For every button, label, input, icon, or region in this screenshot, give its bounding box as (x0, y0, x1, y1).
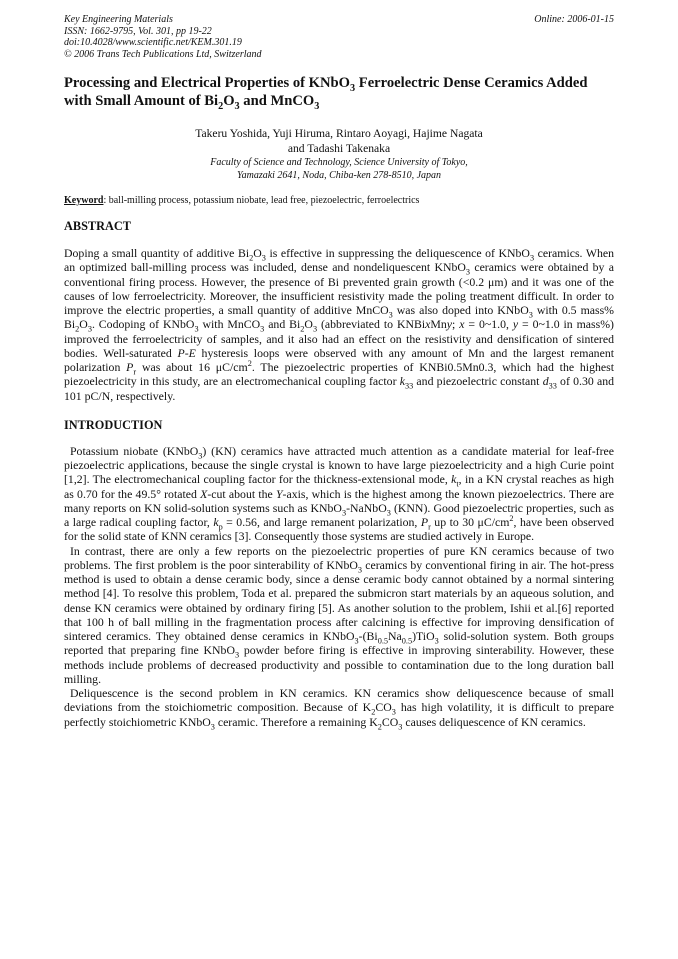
online-date: Online: 2006-01-15 (534, 14, 614, 25)
journal-header (64, 14, 614, 60)
affiliation-line-2: Yamazaki 2641, Noda, Chiba-ken 278-8510, Japan (236, 170, 442, 181)
abstract-text: Doping a small quantity of additive $Bi_2O_3$ is effective in suppressing the deliquescence of KNbO$_3$ ceramics. When an optimized ball-milling process was included, dense and nondeliquescent KNbO$_3$ ceramics were obtained by a conventional firing process. However, the presence of Bi prevented grain growth (<0.2 μm) and it was one of the causes of low ferroelectricity. Moreover, the insufficient resistivity made the poling treatment difficult. In order to improve the electric properties, a small quantity of additive MnCO$_3$ was also doped into KNbO$_3$ with 0.5 mass% $Bi_2O_3$. Codoping of KNbO$_3$ with MnCO$_3$ and $Bi_2O_3$ (abbreviated to KNBixMny; x = 0~1.0, y = 0~1.0 in mass%) improved the ferroelectricity of samples, and it also had an effect on the resistivity and densification of sintered bodies. Well-saturated P-E hysteresis loops were observed with any amount of Mn and the largest remanent polarization $P_r$ was about 16 $\mu C/cm^2$. The piezoelectric properties of KNBi0.5Mn0.3, which had the highest piezoelectricity in this study, are an electromechanical coupling factor $k_{33}$ and piezoelectric constant $d_{33}$ of 0.30 and 101 pC/N, respectively. (64, 246, 614, 403)
abstract-heading: ABSTRACT (64, 219, 131, 233)
intro-paragraph-2: In contrast, there are only a few reports on the piezoelectric properties of pure KN ceramics because of two problems. The first problem is the poor sinterability of KNbO$_3$ ceramics by conventional firing in air. The hot-press method is used to obtain a dense ceramic body, since a dense ceramic body cannot obtained by a normal sintering method [4]. To resolve this problem, Toda et al. prepared the submicron start materials by an aqueous solution, and dense KN ceramics were obtained by ordinary firing [5]. As another solution to the problem, Ishii et al.[6] reported that 100 h of ball milling in the fragmentation process after calcining is effective for improving densification of sintered ceramics. They obtained dense ceramics in $KNbO_3-(Bi_{0.5}Na_{0.5})TiO_3$ solid-solution system. Both groups reported that preparing fine KNbO$_3$ powder before firing is effective in improving sinterability. However, these methods include problems of decreased productivity and possible to contamination due to the long duration ball milling. (64, 543, 614, 686)
affiliation-line-1: Faculty of Science and Technology, Science University of Tokyo, (210, 157, 468, 168)
keywords-text: : ball-milling process, potassium niobate, lead free, piezoelectric, ferroelectrics (103, 195, 420, 206)
copyright-line: © 2006 Trans Tech Publications Ltd, Switzerland (64, 48, 262, 60)
author-list (64, 127, 614, 156)
paper-page (64, 14, 614, 729)
introduction-heading: INTRODUCTION (64, 417, 163, 432)
doi-line: doi:10.4028/www.scientific.net/KEM.301.19 (64, 37, 242, 48)
keywords (64, 194, 614, 207)
intro-paragraph-3: Deliquescence is the second problem in KN ceramics. KN ceramics show deliquescence because of small deviations from the stoichiometric composition. Because of $K_2CO_3$ has high volatility, it is difficult to prepare perfectly stoichiometric KNbO$_3$ ceramic. Therefore a remaining $K_2CO_3$ causes deliquescence of KN ceramics. (64, 686, 615, 731)
authors-line-1: Takeru Yoshida, Yuji Hiruma, Rintaro Aoyagi, Hajime Nagata (195, 127, 483, 140)
paper-title: Processing and Electrical Properties of KNbO$_3$ Ferroelectric Dense Ceramics Added with Small Amount of $Bi_2O_3$ and MnCO$_3$ (64, 75, 588, 112)
keywords-label: Keyword (64, 195, 104, 206)
authors-line-2: and Tadashi Takenaka (287, 141, 391, 155)
issn-line: ISSN: 1662-9795, Vol. 301, pp 19-22 (64, 25, 212, 37)
journal-name: Key Engineering Materials (64, 14, 173, 25)
affiliation (64, 156, 614, 182)
intro-paragraph-1: Potassium niobate (KNbO$_3$) (KN) ceramics have attracted much attention as a candidate material for leaf-free piezoelectric applications, because the single crystal is known to have large piezoelectricity and a high Curie point [1,2]. The electromechanical coupling factor for the thickness-extensional mode, $k_t$, in a KN crystal reaches as high as 0.70 for the 49.5° rotated X-cut about the Y-axis, which is the highest among the known piezoelectrics. There are many reports on KN solid-solution systems such as KNbO$_3$-NaNbO$_3$ (KNN). Good piezoelectric properties, such as a large radical coupling factor, $k_p = 0.56$, and large remanent polarization, $P_r$ up to 30 $\mu C/cm^2$, have been observed for the solid state of KNN ceramics [3]. Consequently those systems are studied actively in Europe. (64, 443, 615, 544)
